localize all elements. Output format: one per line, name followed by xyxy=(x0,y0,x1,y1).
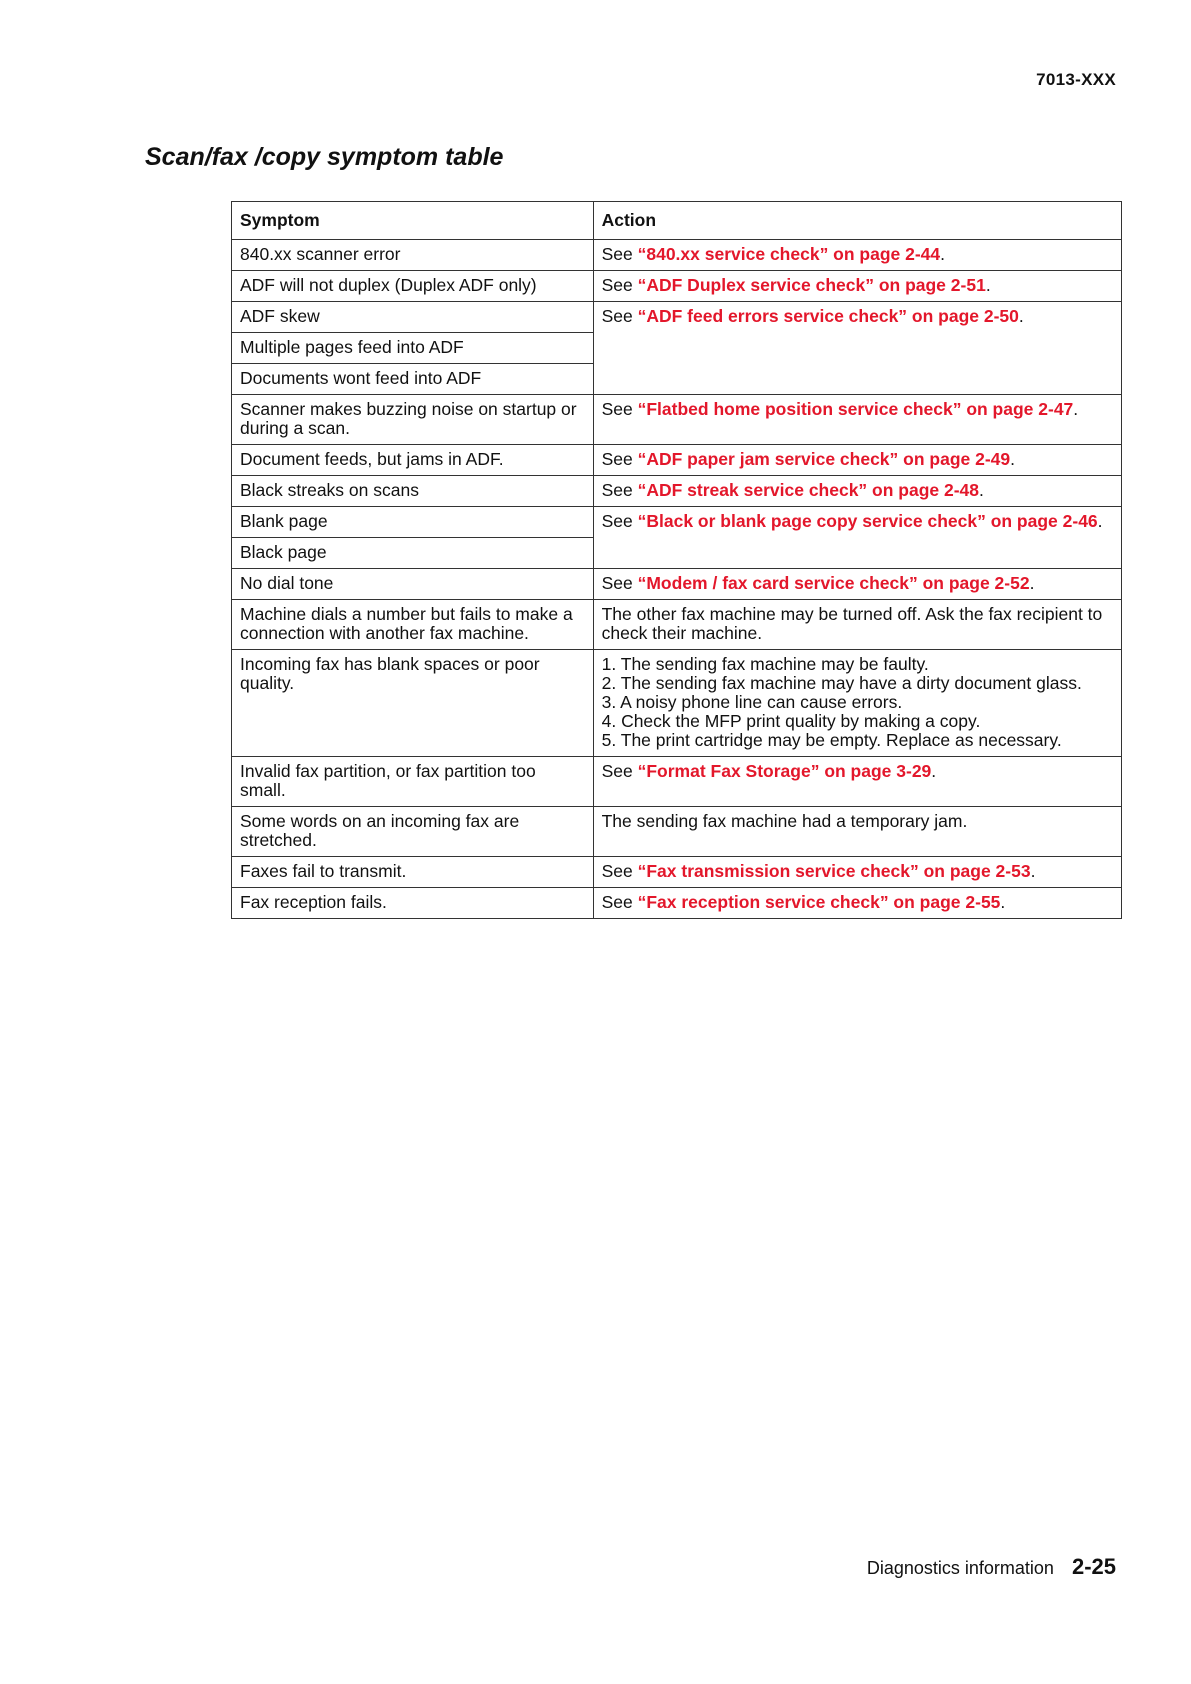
action-cell xyxy=(593,240,1121,271)
action-cell xyxy=(593,650,1121,757)
symptom-cell: Blank page xyxy=(232,507,594,538)
table-row xyxy=(232,807,1122,857)
action-prefix: See xyxy=(601,399,638,419)
table-row xyxy=(232,507,1122,538)
symptom-cell: Black streaks on scans xyxy=(232,476,594,507)
action-cell xyxy=(593,476,1121,507)
table-row xyxy=(232,240,1122,271)
symptom-cell: Incoming fax has blank spaces or poor quality. xyxy=(232,650,594,757)
section-title: Scan/fax /copy symptom table xyxy=(145,143,504,171)
column-header-symptom: Symptom xyxy=(232,202,594,240)
action-step: 2. The sending fax machine may have a dirty document glass. xyxy=(601,673,1082,693)
action-step: 3. A noisy phone line can cause errors. xyxy=(601,692,903,712)
table-row xyxy=(232,857,1122,888)
action-prefix: See xyxy=(601,511,638,531)
action-cell: The other fax machine may be turned off. Ask the fax recipient to check their machine. xyxy=(593,600,1121,650)
symptom-cell: Multiple pages feed into ADF xyxy=(232,333,594,364)
cross-reference-link[interactable]: “ADF streak service check” on page 2-48 xyxy=(637,480,980,500)
cross-reference-link[interactable]: “ADF Duplex service check” on page 2-51 xyxy=(637,275,986,295)
symptom-cell: Black page xyxy=(232,538,594,569)
action-prefix: See xyxy=(601,761,638,781)
cross-reference-link[interactable]: “Modem / fax card service check” on page 2-52 xyxy=(637,573,1030,593)
action-prefix: See xyxy=(601,306,638,326)
cross-reference-link[interactable]: “Black or blank page copy service check” on page 2-46 xyxy=(637,511,1098,531)
table-row xyxy=(232,271,1122,302)
table-row xyxy=(232,569,1122,600)
action-step: 1. The sending fax machine may be faulty. xyxy=(601,654,929,674)
action-cell xyxy=(593,857,1121,888)
action-prefix: See xyxy=(601,275,638,295)
action-suffix: . xyxy=(1010,449,1016,469)
action-suffix: . xyxy=(931,761,937,781)
cross-reference-link[interactable]: “ADF paper jam service check” on page 2-49 xyxy=(637,449,1011,469)
cross-reference-link[interactable]: “Flatbed home position service check” on page 2-47 xyxy=(637,399,1074,419)
footer-section-name: Diagnostics information xyxy=(866,1558,1054,1578)
action-prefix: See xyxy=(601,573,638,593)
action-suffix: . xyxy=(940,244,946,264)
cross-reference-link[interactable]: “Fax reception service check” on page 2-55 xyxy=(637,892,1001,912)
action-cell: The sending fax machine had a temporary jam. xyxy=(593,807,1121,857)
table-header-row xyxy=(232,202,1122,240)
symptom-cell: Faxes fail to transmit. xyxy=(232,857,594,888)
symptom-cell: Scanner makes buzzing noise on startup or during a scan. xyxy=(232,395,594,445)
table-row xyxy=(232,302,1122,333)
action-step: 5. The print cartridge may be empty. Replace as necessary. xyxy=(601,730,1062,750)
symptom-cell: Invalid fax partition, or fax partition too small. xyxy=(232,757,594,807)
action-cell xyxy=(593,445,1121,476)
action-step: 4. Check the MFP print quality by making a copy. xyxy=(601,711,981,731)
table-row xyxy=(232,445,1122,476)
action-cell xyxy=(593,757,1121,807)
table-row xyxy=(232,600,1122,650)
action-suffix: . xyxy=(1030,861,1036,881)
action-cell xyxy=(593,888,1121,919)
action-suffix: . xyxy=(1029,573,1035,593)
table-row xyxy=(232,395,1122,445)
table-row xyxy=(232,757,1122,807)
symptom-cell: ADF will not duplex (Duplex ADF only) xyxy=(232,271,594,302)
symptom-cell: Machine dials a number but fails to make a connection with another fax machine. xyxy=(232,600,594,650)
action-suffix: . xyxy=(1018,306,1024,326)
symptom-cell: 840.xx scanner error xyxy=(232,240,594,271)
action-suffix: . xyxy=(1097,511,1103,531)
action-prefix: See xyxy=(601,892,638,912)
symptom-cell: Fax reception fails. xyxy=(232,888,594,919)
cross-reference-link[interactable]: “840.xx service check” on page 2-44 xyxy=(637,244,941,264)
action-prefix: See xyxy=(601,244,638,264)
table-row xyxy=(232,476,1122,507)
document-model-number: 7013-XXX xyxy=(1036,70,1116,89)
cross-reference-link[interactable]: “Format Fax Storage” on page 3-29 xyxy=(637,761,932,781)
action-cell xyxy=(593,271,1121,302)
action-prefix: See xyxy=(601,480,638,500)
action-cell xyxy=(593,507,1121,569)
symptom-table xyxy=(231,201,1122,919)
cross-reference-link[interactable]: “ADF feed errors service check” on page 2-50 xyxy=(637,306,1019,326)
action-suffix: . xyxy=(985,275,991,295)
symptom-cell: Some words on an incoming fax are stretched. xyxy=(232,807,594,857)
action-prefix: See xyxy=(601,861,638,881)
symptom-cell: Document feeds, but jams in ADF. xyxy=(232,445,594,476)
action-cell xyxy=(593,302,1121,395)
action-prefix: See xyxy=(601,449,638,469)
action-cell xyxy=(593,395,1121,445)
action-cell xyxy=(593,569,1121,600)
column-header-action: Action xyxy=(593,202,1121,240)
action-suffix: . xyxy=(979,480,984,500)
action-suffix: . xyxy=(1000,892,1006,912)
cross-reference-link[interactable]: “Fax transmission service check” on page 2-53 xyxy=(637,861,1031,881)
symptom-cell: No dial tone xyxy=(232,569,594,600)
page-number: 2-25 xyxy=(1071,1554,1116,1579)
page-footer xyxy=(867,1554,1116,1580)
action-suffix: . xyxy=(1073,399,1079,419)
table-row xyxy=(232,888,1122,919)
symptom-cell: ADF skew xyxy=(232,302,594,333)
symptom-cell: Documents wont feed into ADF xyxy=(232,364,594,395)
table-row xyxy=(232,650,1122,757)
